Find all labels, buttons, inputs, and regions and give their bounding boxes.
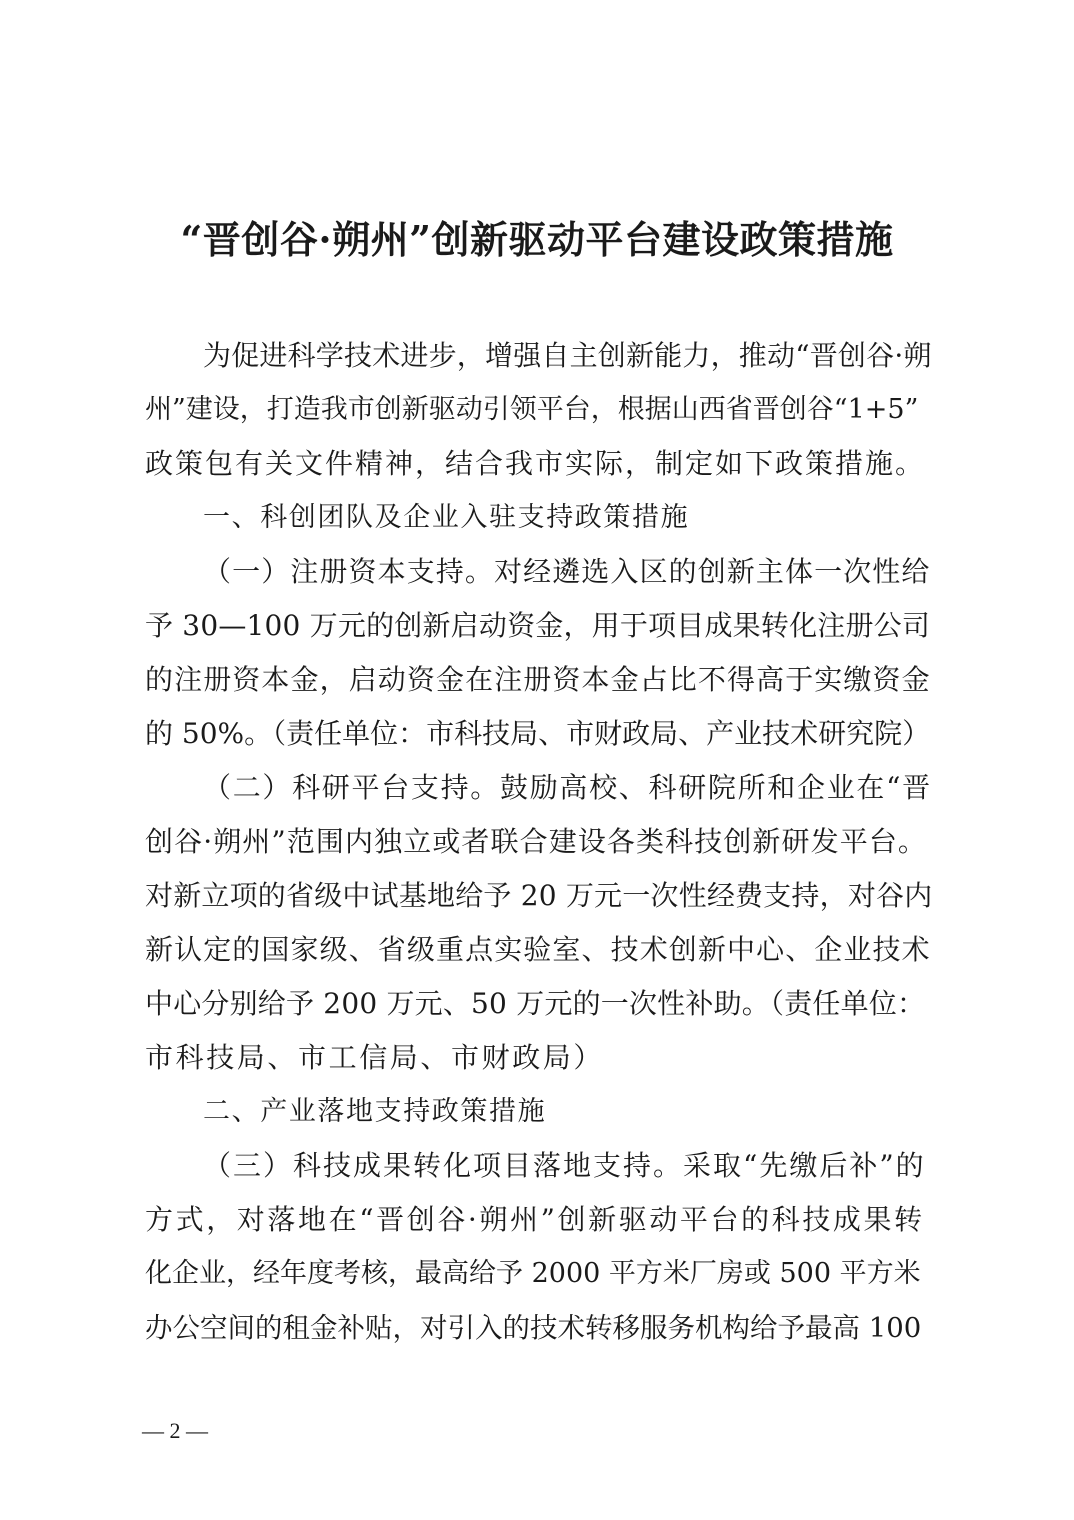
- paragraph-line: 办公空间的租金补贴，对引入的技术转移服务机构给予最高 100: [145, 1312, 922, 1344]
- paragraph-line: 予 30—100 万元的创新启动资金，用于项目成果转化注册公司: [145, 609, 931, 642]
- section-heading: 二、产业落地支持政策措施: [203, 1096, 547, 1127]
- paragraph-line: 州”建设，打造我市创新驱动引领平台，根据山西省晋创谷“1+5”: [145, 394, 919, 425]
- paragraph-line: 的注册资本金，启动资金在注册资本金占比不得高于实缴资金: [145, 663, 931, 696]
- paragraph-line: （三）科技成果转化项目落地支持。采取“先缴后补”的: [203, 1149, 926, 1182]
- paragraph-line: （二）科研平台支持。鼓励高校、科研院所和企业在“晋: [203, 771, 932, 804]
- paragraph-line: 对新立项的省级中试基地给予 20 万元一次性经费支持，对谷内: [145, 879, 933, 912]
- paragraph-line: 的 50%。（责任单位：市科技局、市财政局、产业技术研究院）: [145, 717, 931, 750]
- paragraph-line: 为促进科学技术进步，增强自主创新能力，推动“晋创谷·朔: [203, 339, 932, 372]
- document-title: “晋创谷·朔州”创新驱动平台建设政策措施: [180, 217, 894, 262]
- paragraph-line: （一）注册资本支持。对经遴选入区的创新主体一次性给: [203, 555, 931, 588]
- paragraph-line: 化企业，经年度考核，最高给予 2000 平方米厂房或 500 平方米: [145, 1258, 921, 1289]
- paragraph-line: 创谷·朔州”范围内独立或者联合建设各类科技创新研发平台。: [145, 825, 928, 858]
- section-heading: 一、科创团队及企业入驻支持政策措施: [203, 502, 690, 533]
- paragraph-line: 市科技局、市工信局、市财政局）: [145, 1041, 605, 1074]
- paragraph-line: 方式，对落地在“晋创谷·朔州”创新驱动平台的科技成果转: [145, 1203, 925, 1236]
- page-number: — 2 —: [142, 1418, 208, 1443]
- paragraph-line: 新认定的国家级、省级重点实验室、技术创新中心、企业技术: [145, 933, 931, 966]
- paragraph-line: 中心分别给予 200 万元、50 万元的一次性补助。（责任单位：: [145, 987, 926, 1020]
- paragraph-line: 政策包有关文件精神，结合我市实际，制定如下政策措施。: [145, 447, 926, 480]
